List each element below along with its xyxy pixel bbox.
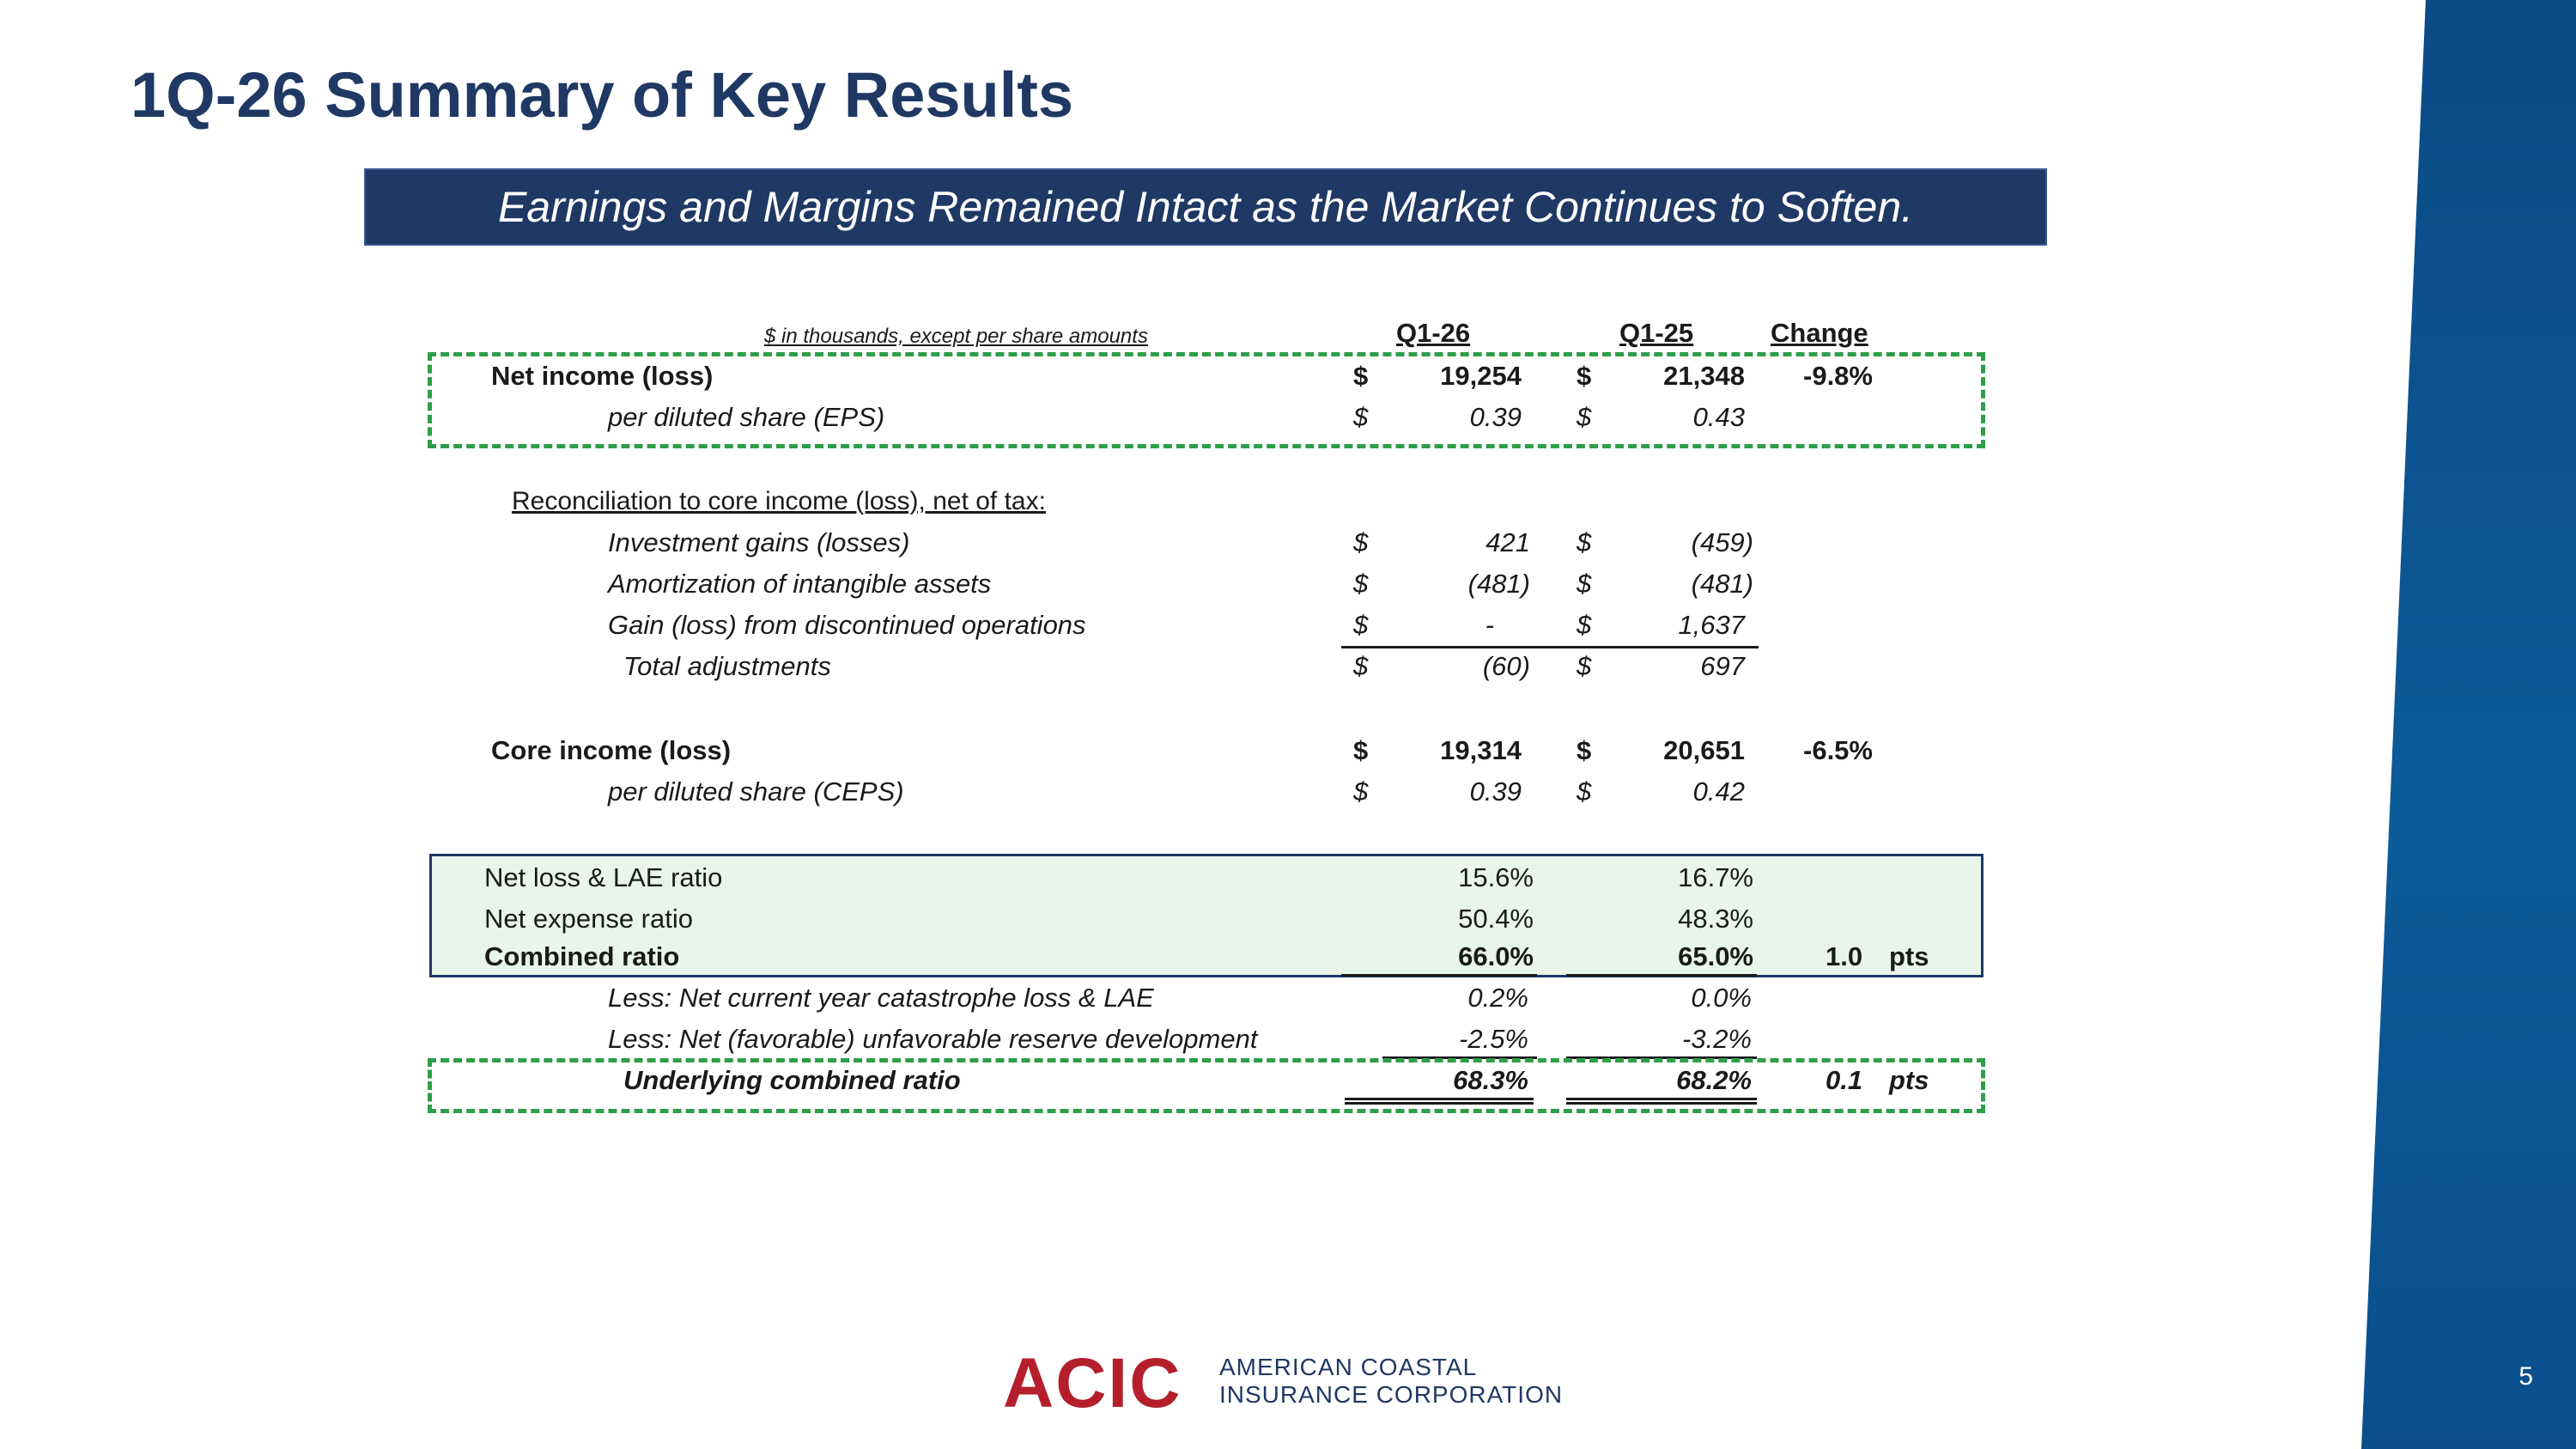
page-number: 5 <box>2518 1362 2533 1391</box>
dollar-sign: $ <box>1577 527 1592 557</box>
underlying-combined-ratio-change-unit: pts <box>1889 1065 1929 1095</box>
combined-ratio-q1-25: 65.0% <box>1678 941 1753 971</box>
combined-ratio-change: 1.0 <box>1826 941 1863 971</box>
dollar-sign: $ <box>1353 527 1369 557</box>
dollar-sign: $ <box>1577 776 1592 807</box>
net-income-change: -9.8% <box>1803 361 1873 391</box>
combined-ratio-rule-q1-25 <box>1566 974 1757 977</box>
col-header-q1-25: Q1-25 <box>1619 318 1694 348</box>
dollar-sign: $ <box>1353 361 1369 391</box>
total-adjustments-q1-26: (60) <box>1482 651 1530 681</box>
net-income-q1-26: 19,254 <box>1440 361 1522 391</box>
combined-ratio-rule-q1-26 <box>1341 974 1537 977</box>
row-label-ceps: per diluted share (CEPS) <box>608 776 904 807</box>
combined-ratio-q1-26: 66.0% <box>1458 941 1534 971</box>
total-adjustments-q1-25: 697 <box>1700 651 1745 681</box>
company-logo <box>1003 1344 1182 1422</box>
double-rule-q1-25 <box>1566 1098 1757 1105</box>
catastrophe-q1-25: 0.0% <box>1691 983 1752 1013</box>
net-income-q1-25: 21,348 <box>1663 361 1745 391</box>
units-note: $ in thousands, except per share amounts <box>764 325 1148 348</box>
col-header-change: Change <box>1771 318 1868 348</box>
row-label-underlying-combined-ratio: Underlying combined ratio <box>623 1065 961 1095</box>
dollar-sign: $ <box>1577 735 1592 765</box>
dollar-sign: $ <box>1577 610 1592 640</box>
logo-line-2: INSURANCE CORPORATION <box>1219 1381 1564 1408</box>
logo-wordmark <box>1219 1354 1563 1409</box>
dollar-sign: $ <box>1577 569 1592 599</box>
net-expense-ratio-q1-25: 48.3% <box>1678 904 1753 934</box>
net-expense-ratio-q1-26: 50.4% <box>1458 904 1534 934</box>
eps-q1-26: 0.39 <box>1469 402 1522 432</box>
row-label-reserve-development: Less: Net (favorable) unfavorable reserve development <box>608 1024 1258 1054</box>
dollar-sign: $ <box>1577 402 1592 432</box>
row-label-combined-ratio: Combined ratio <box>484 941 680 971</box>
row-label-discontinued-ops: Gain (loss) from discontinued operations <box>608 610 1086 640</box>
decorative-side-band <box>2361 0 2576 1449</box>
investment-gains-q1-26: 421 <box>1485 527 1530 557</box>
dollar-sign: $ <box>1353 735 1369 765</box>
core-income-q1-25: 20,651 <box>1663 735 1745 765</box>
core-income-q1-26: 19,314 <box>1440 735 1522 765</box>
row-label-core-income: Core income (loss) <box>491 735 732 765</box>
dollar-sign: $ <box>1353 402 1369 432</box>
row-label-net-loss-lae-ratio: Net loss & LAE ratio <box>484 862 723 892</box>
amortization-q1-25: (481) <box>1691 569 1753 599</box>
underlying-combined-ratio-change: 0.1 <box>1826 1065 1863 1095</box>
row-label-total-adjustments: Total adjustments <box>623 651 831 681</box>
page-title: 1Q-26 Summary of Key Results <box>131 59 1074 131</box>
ceps-q1-25: 0.42 <box>1692 776 1745 807</box>
net-loss-lae-ratio-q1-25: 16.7% <box>1678 862 1753 892</box>
discontinued-ops-q1-26: - <box>1485 610 1494 640</box>
dollar-sign: $ <box>1353 776 1369 807</box>
amortization-q1-26: (481) <box>1467 569 1530 599</box>
subtitle-banner: Earnings and Margins Remained Intact as the Market Continues to Soften. <box>364 168 2047 246</box>
underlying-combined-ratio-q1-26: 68.3% <box>1453 1065 1528 1095</box>
double-rule-q1-26 <box>1345 1098 1534 1105</box>
underlying-combined-ratio-q1-25: 68.2% <box>1676 1065 1752 1095</box>
ceps-q1-26: 0.39 <box>1469 776 1522 807</box>
net-loss-lae-ratio-q1-26: 15.6% <box>1458 862 1534 892</box>
core-income-change: -6.5% <box>1803 735 1873 765</box>
reconciliation-header: Reconciliation to core income (loss), net of tax: <box>512 487 1046 515</box>
dollar-sign: $ <box>1577 361 1592 391</box>
row-label-catastrophe: Less: Net current year catastrophe loss & LAE <box>608 983 1154 1013</box>
row-label-eps: per diluted share (EPS) <box>608 402 885 432</box>
dollar-sign: $ <box>1353 651 1369 681</box>
row-label-net-expense-ratio: Net expense ratio <box>484 904 693 934</box>
row-label-amortization: Amortization of intangible assets <box>608 569 992 599</box>
row-label-net-income: Net income (loss) <box>491 361 714 391</box>
discontinued-ops-q1-25: 1,637 <box>1678 610 1745 640</box>
reserve-development-q1-26: -2.5% <box>1459 1024 1528 1054</box>
logo-mark: ACIC <box>1003 1344 1182 1422</box>
investment-gains-q1-25: (459) <box>1691 527 1753 557</box>
dollar-sign: $ <box>1577 651 1592 681</box>
eps-q1-25: 0.43 <box>1692 402 1745 432</box>
catastrophe-q1-26: 0.2% <box>1467 983 1528 1013</box>
row-label-investment-gains: Investment gains (losses) <box>608 527 910 557</box>
col-header-q1-26: Q1-26 <box>1396 318 1471 348</box>
logo-line-1: AMERICAN COASTAL <box>1219 1354 1478 1380</box>
dollar-sign: $ <box>1353 569 1369 599</box>
reserve-development-q1-25: -3.2% <box>1682 1024 1752 1054</box>
combined-ratio-change-unit: pts <box>1889 941 1929 971</box>
dollar-sign: $ <box>1353 610 1369 640</box>
